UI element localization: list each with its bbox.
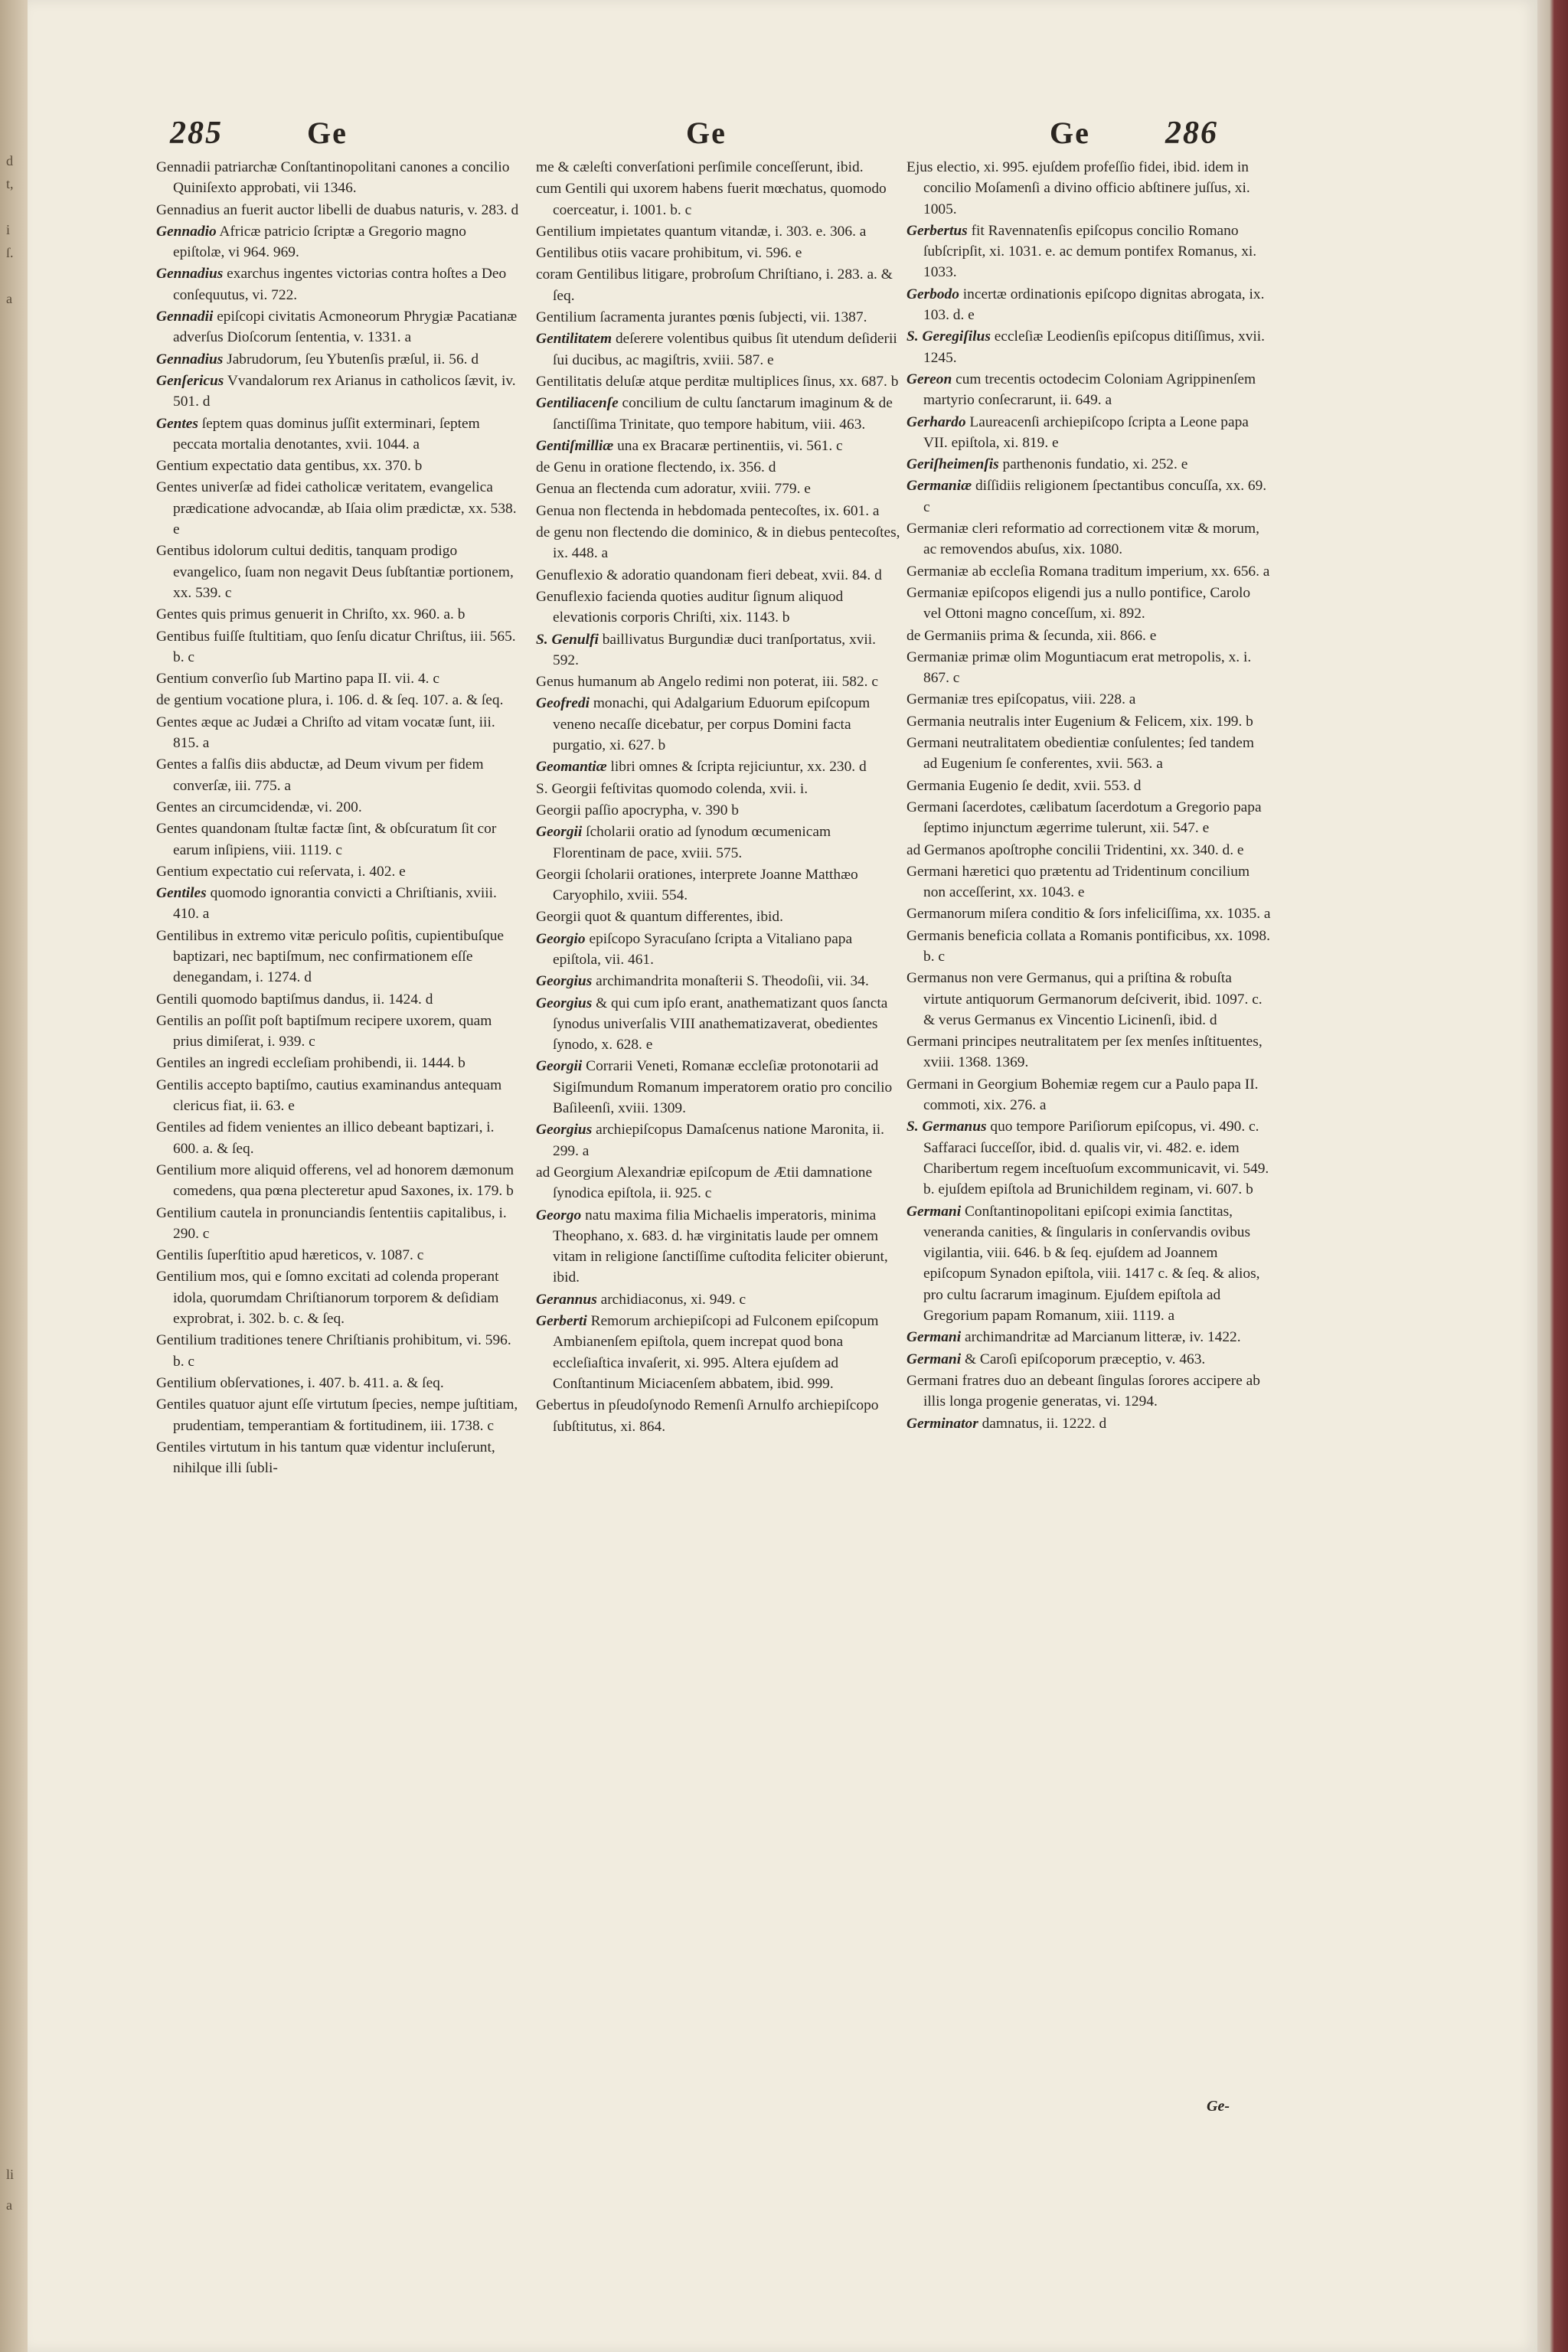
index-entry: [906, 626, 1271, 646]
entry-text: epiſcopo Syracuſano ſcripta a Vitaliano papa epiſtola, vii. 461.: [553, 930, 853, 968]
entry-text: Georgii quot & quantum differentes, ibid.: [536, 909, 783, 926]
entry-text: epiſcopi civitatis Acmoneorum Phrygiæ Pacatianæ adverſus Dioſcorum ſententia, v. 1331. a: [173, 309, 518, 346]
entry-headword: Genſericus: [156, 372, 224, 389]
index-entry: [536, 243, 900, 263]
entry-headword: Gennadio: [156, 223, 217, 240]
entry-headword: Georgii: [536, 1058, 583, 1075]
entry-text: Gennadii patriarchæ Conſtantinopolitani canones a concilio Quiniſexto approbati, vii 1346.: [156, 159, 510, 197]
entry-text: Gentiles quatuor ajunt eſſe virtutum ſpecies, nempe juſtitiam, prudentiam, temperantiam & fortitudinem, iii. 1738. c: [156, 1396, 518, 1434]
entry-headword: Georgo: [536, 1207, 582, 1223]
entry-text: Germani fratres duo an debeant ſingulas ſorores accipere ab illis longa progenie generatas, vi. 1294.: [906, 1372, 1260, 1410]
index-entry: [906, 1370, 1271, 1413]
entry-text: cum Gentili qui uxorem habens fuerit mœchatus, quomodo coerceatur, i. 1001. b. c: [536, 181, 887, 218]
entry-headword: Georgio: [536, 930, 586, 947]
running-head-right: Ge: [1050, 116, 1090, 150]
entry-text: Remorum archiepiſcopi ad Fulconem epiſcopum Ambianenſem epiſtola, quem increpat quod bona eccleſiaſtica invaſerit, xi. 995. Altera ejuſdem ad Conſtantinum Miciacenſem abbatem, ibid. 999.: [553, 1313, 879, 1392]
entry-headword: Gentiliacenſe: [536, 395, 619, 412]
entry-text: Gentilibus otiis vacare prohibitum, vi. 596. e: [536, 245, 802, 262]
edge-mark: a: [6, 291, 12, 306]
index-entry: [906, 711, 1271, 732]
entry-text: Germanorum miſera conditio & ſors infeliciſſima, xx. 1035. a: [906, 906, 1271, 923]
entry-text: Germani principes neutralitatem per ſex menſes inſtituentes, xviii. 1368. 1369.: [906, 1034, 1263, 1071]
index-column-middle: [536, 157, 900, 2094]
entry-text: Germaniæ tres epiſcopatus, viii. 228. a: [906, 691, 1136, 708]
index-column-left: [156, 157, 521, 2094]
index-entry: [156, 989, 521, 1010]
entry-text: exarchus ingentes victorias contra hoſtes a Deo conſequutus, vi. 722.: [173, 266, 507, 303]
entry-text: Germania Eugenio ſe dedit, xvii. 553. d: [906, 777, 1142, 794]
entry-text: Germaniæ ab eccleſia Romana traditum imperium, xx. 656. a: [906, 563, 1270, 580]
edge-mark: ſ.: [6, 245, 14, 260]
index-entry: [536, 629, 900, 671]
index-entry: [906, 797, 1271, 839]
index-entry: [906, 1413, 1271, 1434]
index-entry: [906, 1201, 1271, 1327]
entry-text: Germaniæ primæ olim Moguntiacum erat metropolis, x. i. 867. c: [906, 648, 1252, 687]
entry-text: Germaniæ cleri reformatio ad correctionem vitæ & morum, ac removendos abuſus, xix. 1080.: [906, 521, 1259, 558]
entry-headword: S. Germanus: [906, 1119, 987, 1135]
entry-text: Gentili quomodo baptiſmus dandus, ii. 1424. d: [156, 991, 433, 1008]
index-entry: [156, 1053, 521, 1073]
entry-text: & Caroſi epiſcoporum præceptio, v. 463.: [961, 1351, 1206, 1367]
index-entry: [156, 926, 521, 988]
entry-text: Germani hæretici quo prætentu ad Tridentinum concilium non acceſſerint, xx. 1043. e: [906, 863, 1250, 901]
index-column-right: [906, 157, 1271, 2094]
entry-text: Georgii paſſio apocrypha, v. 390 b: [536, 802, 739, 818]
index-entry: [156, 797, 521, 818]
index-entry: [906, 1031, 1271, 1073]
entry-text: archidiaconus, xi. 949. c: [596, 1291, 746, 1308]
entry-text: Corrarii Veneti, Romanæ eccleſiæ protonotarii ad Sigiſmundum Romanum imperatorem oratio pro concilio Baſileenſi, xviii. 1309.: [553, 1058, 893, 1117]
edge-mark: li: [6, 2167, 15, 2182]
index-entry: [536, 264, 900, 306]
entry-text: ad Georgium Alexandriæ epiſcopum de Ætii damnatione ſynodica epiſtola, ii. 925. c: [536, 1164, 873, 1202]
entry-headword: Geriſheimenſis: [906, 456, 999, 473]
index-entry: [536, 864, 900, 906]
entry-headword: Georgius: [536, 995, 593, 1011]
entry-text: Gentilium mos, qui e ſomno excitati ad colenda properant idola, quorumdam Chriſtianorum torporem & deſidiam exprobrat, i. 302. b. c. & ſeq.: [156, 1269, 499, 1328]
edge-mark: t,: [6, 176, 14, 191]
entry-text: diſſidiis religionem ſpectantibus concuſſa, xx. 69. c: [923, 478, 1267, 515]
entry-text: Vvandalorum rex Arianus in catholicos ſævit, iv. 501. d: [173, 372, 516, 410]
index-entry: [906, 733, 1271, 775]
index-entry: [536, 393, 900, 435]
index-entry: [536, 501, 900, 521]
entry-text: Gentilitatis deluſæ atque perditæ multiplices ſinus, xx. 687. b: [536, 373, 899, 390]
entry-text: Gentium expectatio cui reſervata, i. 402. e: [156, 863, 406, 880]
index-entry: [156, 1160, 521, 1202]
entry-headword: Gerhardo: [906, 413, 966, 430]
running-head-center: Ge: [686, 116, 727, 150]
index-entry: [536, 586, 900, 629]
index-entry: [906, 1116, 1271, 1200]
entry-headword: S. Genulfi: [536, 631, 599, 648]
index-entry: [906, 647, 1271, 689]
entry-text: Gentilis an poſſit poſt baptiſmum recipere uxorem, quam prius dimiſerat, i. 939. c: [156, 1012, 492, 1050]
entry-text: natu maxima filia Michaelis imperatoris, minima Theophano, x. 683. d. hæ virginitatis laude per omnem vitam in religione ſanctiſſime cuſtodita feliciter obierunt, ibid.: [553, 1207, 888, 1286]
entry-headword: Gereon: [906, 371, 952, 387]
entry-headword: Germani: [906, 1329, 962, 1346]
index-entry: [536, 157, 900, 178]
entry-text: Genua an flectenda cum adoratur, xviii. 779. e: [536, 481, 811, 498]
entry-headword: Georgii: [536, 824, 583, 841]
index-entry: [156, 712, 521, 754]
index-entry: [536, 565, 900, 586]
index-entry: [906, 284, 1271, 326]
index-entry: [536, 822, 900, 864]
index-entry: [536, 1395, 900, 1437]
entry-text: Gennadius an fuerit auctor libelli de duabus naturis, v. 283. d: [156, 201, 519, 218]
entry-text: cum trecentis octodecim Coloniam Agrippinenſem martyrio conſecrarunt, ii. 649. a: [923, 371, 1256, 409]
entry-text: Gentilium impietates quantum vitandæ, i. 303. e. 306. a: [536, 223, 867, 240]
entry-text: ad Germanos apoſtrophe concilii Tridentini, xx. 340. d. e: [906, 841, 1244, 858]
edge-mark: d: [6, 153, 13, 168]
entry-text: de genu non flectendo die dominico, & in diebus pentecoſtes, ix. 448. a: [536, 524, 900, 562]
index-entry: [536, 307, 900, 328]
index-entry: [156, 200, 521, 220]
entry-text: de Genu in oratione flectendo, ix. 356. d: [536, 459, 776, 476]
index-entry: [156, 1117, 521, 1159]
index-entry: [156, 477, 521, 540]
index-entry: [536, 1289, 900, 1310]
index-entry: [156, 883, 521, 925]
entry-text: Germanus non vere Germanus, qui a priſtina & robuſta virtute antiquorum Germanorum deſciverit, ibid. 1097. c. & verus Germanus ex Vincentio Licinenſi, ibid. d: [906, 970, 1263, 1028]
entry-text: Gebertus in pſeudoſynodo Remenſi Arnulfo archiepiſcopo ſubſtitutus, xi. 864.: [536, 1397, 879, 1435]
entry-text: Laureacenſi archiepiſcopo ſcripta a Leone papa VII. epiſtola, xi. 819. e: [923, 413, 1249, 451]
entry-text: Georgii ſcholarii orationes, interprete Joanne Matthæo Caryophilo, xviii. 554.: [536, 866, 858, 904]
entry-text: Gentiles ad fidem venientes an illico debeant baptizari, i. 600. a. & ſeq.: [156, 1119, 495, 1157]
entry-text: deſerere volentibus quibus ſit utendum deſiderii ſui ducibus, ac magiſtris, xviii. 587. e: [553, 331, 897, 368]
entry-text: Conſtantinopolitani epiſcopi eximia ſanctitas, veneranda canities, & ſingularis in conſervandis ovibus vigilantia, viii. 646. b & ſeq. ejuſdem ad Joannem epiſcopum Synadon epiſtola, viii. 1417 c. & ſeq. & alios, pro cultu ſacrarum imaginum. Ejuſdem epiſtola ad Gregorium papam Romanum, xiii. 1119. a: [923, 1203, 1260, 1325]
page-header: [28, 115, 1537, 161]
index-entry: [156, 306, 521, 348]
index-entry: [536, 906, 900, 927]
index-entry: [156, 690, 521, 710]
entry-headword: Gerannus: [536, 1291, 597, 1308]
index-entry: [536, 1056, 900, 1119]
entry-headword: Gentes: [156, 415, 198, 432]
entry-headword: Georgius: [536, 973, 593, 990]
index-entry: [906, 220, 1271, 283]
entry-text: eccleſiæ Leodienſis epiſcopus ditiſſimus, xvii. 1245.: [923, 328, 1266, 366]
index-entry: [536, 1119, 900, 1161]
index-entry: [156, 861, 521, 882]
entry-text: quo tempore Pariſiorum epiſcopus, vi. 490. c. Saffaraci ſucceſſor, ibid. d. qualis vir, vi. 482. e. idem Charibertum regem inceſtuoſum excommunicavit, vi. 549. b. ejuſdem epiſtola ad Brunichildem reginam, vi. 607. b: [923, 1119, 1269, 1198]
entry-text: Gentilis ſuperſtitio apud hæreticos, v. 1087. c: [156, 1247, 424, 1264]
index-entry: [156, 668, 521, 689]
entry-text: Africæ patricio ſcriptæ a Gregorio magno epiſtolæ, vi 964. 969.: [173, 223, 466, 261]
index-entry: [156, 1203, 521, 1245]
entry-text: Gentilibus in extremo vitæ periculo poſitis, cupientibuſque baptizari, nec baptiſmum, nec confirmationem eſſe denegandam, i. 1274. d: [156, 927, 504, 986]
index-entry: [536, 929, 900, 971]
entry-headword: Gerberti: [536, 1313, 587, 1330]
entry-headword: Gentiles: [156, 885, 207, 902]
entry-text: Gentes an circumcidendæ, vi. 200.: [156, 799, 362, 815]
entry-headword: Gennadius: [156, 351, 224, 368]
entry-text: Jabrudorum, ſeu Ybutenſis præſul, ii. 56. d: [223, 351, 479, 368]
index-entry: [906, 840, 1271, 861]
entry-text: libri omnes & ſcripta rejiciuntur, xx. 230. d: [606, 759, 867, 776]
index-entry: [156, 754, 521, 796]
index-entry: [536, 1311, 900, 1394]
entry-text: Germanis beneficia collata a Romanis pontificibus, xx. 1098. b. c: [906, 927, 1270, 965]
entry-text: Germania neutralis inter Eugenium & Felicem, xix. 199. b: [906, 713, 1253, 730]
entry-text: Gentium expectatio data gentibus, xx. 370. b: [156, 458, 423, 475]
index-entry: [156, 604, 521, 625]
entry-text: Gentes quandonam ſtultæ factæ ſint, & obſcuratum ſit cor earum inſipiens, viii. 1119. c: [156, 821, 497, 858]
entry-text: Gentilium ſacramenta jurantes pœnis ſubjecti, vii. 1387.: [536, 309, 867, 326]
index-entry: [536, 436, 900, 456]
index-entry: [536, 800, 900, 821]
index-entry: [536, 221, 900, 242]
entry-text: parthenonis fundatio, xi. 252. e: [998, 456, 1188, 473]
previous-page-edge: [0, 0, 28, 2352]
entry-text: Gentiles an ingredi eccleſiam prohibendi, ii. 1444. b: [156, 1055, 466, 1072]
entry-text: Genuflexio & adoratio quandonam fieri debeat, xvii. 84. d: [536, 567, 882, 583]
index-entry: [906, 518, 1271, 560]
index-entry: [156, 349, 521, 370]
edge-mark: i: [6, 222, 11, 237]
entry-text: S. Georgii feſtivitas quomodo colenda, xvii. i.: [536, 780, 808, 797]
entry-headword: Georgius: [536, 1122, 593, 1138]
entry-text: archiepiſcopus Damaſcenus natione Maronita, ii. 299. a: [553, 1122, 885, 1159]
index-entry: [536, 178, 900, 220]
index-entry: [906, 454, 1271, 475]
index-entry: [906, 1327, 1271, 1348]
index-entry: [906, 583, 1271, 625]
entry-text: Germaniæ epiſcopos eligendi jus a nullo pontifice, Carolo vel Ottoni magno conceſſum, xi. 892.: [906, 584, 1251, 622]
entry-text: Gentes a falſis diis abductæ, ad Deum vivum per fidem converſæ, iii. 775. a: [156, 756, 484, 794]
index-page: [28, 0, 1537, 2352]
index-entry: [906, 157, 1271, 220]
index-entry: [906, 412, 1271, 454]
index-entry: [906, 926, 1271, 968]
index-entry: [536, 971, 900, 991]
entry-text: Gentilium more aliquid offerens, vel ad honorem dæmonum comedens, qua pœna plecteretur apud Saxones, ix. 179. b: [156, 1161, 514, 1200]
page-number-left: 285: [170, 116, 223, 151]
index-entry: [156, 1266, 521, 1329]
index-entry: [906, 1074, 1271, 1116]
index-entry: [156, 456, 521, 476]
entry-text: Gentilis accepto baptiſmo, cautius examinandus antequam clericus fiat, ii. 63. e: [156, 1076, 502, 1115]
index-entry: [156, 371, 521, 413]
entry-text: Gentes univerſæ ad fidei catholicæ veritatem, evangelica prædicatione advocandæ, ab Iſaia olim prædictæ, xx. 538. e: [156, 479, 517, 538]
index-entry: [156, 221, 521, 263]
index-entry: [906, 968, 1271, 1031]
entry-text: Gentilium obſervationes, i. 407. b. 411. a. & ſeq.: [156, 1374, 444, 1391]
entry-text: damnatus, ii. 1222. d: [978, 1415, 1107, 1432]
entry-text: de Germaniis prima & ſecunda, xii. 866. e: [906, 627, 1157, 644]
entry-text: archimandrita monaſterii S. Theodoſii, vii. 34.: [592, 973, 869, 990]
catchword: Ge-: [1207, 2098, 1230, 2115]
index-entry: [536, 457, 900, 478]
entry-text: Gentibus fuiſſe ſtultitiam, quo ſenſu dicatur Chriſtus, iii. 565. b. c: [156, 628, 516, 665]
entry-text: Gentes æque ac Judæi a Chriſto ad vitam vocatæ ſunt, iii. 815. a: [156, 714, 495, 752]
entry-text: archimandritæ ad Marcianum litteræ, iv. 1422.: [961, 1329, 1241, 1346]
index-entry: [906, 1349, 1271, 1370]
entry-headword: S. Geregiſilus: [906, 328, 991, 345]
index-entry: [536, 328, 900, 371]
index-entry: [536, 756, 900, 777]
entry-headword: Germani: [906, 1351, 962, 1367]
entry-text: Gentibus idolorum cultui deditis, tanquam prodigo evangelico, ſuam non negavit Deus ſubſtantiæ portionem, xx. 539. c: [156, 543, 514, 601]
entry-text: Genus humanum ab Angelo redimi non poterat, iii. 582. c: [536, 674, 878, 691]
entry-text: & qui cum ipſo erant, anathematizant quos ſancta ſynodus univerſalis VIII anathematizaverat, obedientes ſynodo, x. 628. e: [553, 995, 888, 1054]
entry-text: ſeptem quas dominus juſſit exterminari, ſeptem peccata mortalia denotantes, xvii. 1044. a: [173, 415, 480, 452]
entry-headword: Geofredi: [536, 695, 590, 712]
index-entry: [156, 1373, 521, 1393]
entry-headword: Gentiſmilliæ: [536, 437, 614, 454]
entry-text: Germani ſacerdotes, cælibatum ſacerdotum a Gregorio papa ſeptimo injunctum ægerrime tulerunt, xii. 547. e: [906, 799, 1262, 837]
edge-mark: a: [6, 2197, 12, 2213]
entry-text: Germani neutralitatem obedientiæ conſulentes; ſed tandem ad Eugenium ſe conferentes, xvii. 563. a: [906, 735, 1254, 773]
entry-text: una ex Bracaræ pertinentiis, vi. 561. c: [613, 437, 843, 454]
entry-headword: Gerbertus: [906, 222, 968, 239]
running-head-left: Ge: [307, 116, 348, 150]
book-binding-edge: [1537, 0, 1568, 2352]
entry-text: coram Gentilibus litigare, probroſum Chriſtiano, i. 283. a. & ſeq.: [536, 266, 893, 304]
index-entry: [536, 1205, 900, 1289]
index-entry: [536, 479, 900, 499]
index-entry: [906, 475, 1271, 518]
index-entry: [156, 1075, 521, 1117]
entry-text: Gentium converſio ſub Martino papa II. vii. 4. c: [156, 671, 439, 688]
index-entry: [156, 263, 521, 305]
entry-text: baillivatus Burgundiæ duci tranſportatus, xvii. 592.: [553, 631, 876, 668]
entry-text: Gentes quis primus genuerit in Chriſto, xx. 960. a. b: [156, 606, 466, 623]
entry-text: monachi, qui Adalgarium Eduorum epiſcopum veneno necaſſe dicebatur, per corpus Domini facta purgatio, xi. 627. b: [553, 695, 871, 754]
index-entry: [536, 671, 900, 692]
index-entry: [156, 413, 521, 456]
index-entry: [536, 779, 900, 799]
entry-text: concilium de cultu ſanctarum imaginum & de ſanctiſſima Trinitate, quo tempore habitum, viii. 463.: [553, 395, 893, 433]
index-entry: [906, 903, 1271, 924]
entry-text: me & cæleſti converſationi perſimile conceſſerunt, ibid.: [536, 159, 864, 175]
index-entry: [906, 861, 1271, 903]
index-entry: [156, 1330, 521, 1372]
index-entry: [156, 541, 521, 603]
index-entry: [906, 561, 1271, 582]
index-entry: [536, 1162, 900, 1204]
entry-headword: Geomantiæ: [536, 759, 607, 776]
entry-text: Genua non flectenda in hebdomada pentecoſtes, ix. 601. a: [536, 502, 880, 519]
entry-headword: Gennadii: [156, 309, 214, 325]
entry-headword: Gentilitatem: [536, 331, 612, 348]
index-entry: [156, 1011, 521, 1053]
index-entry: [156, 818, 521, 861]
entry-text: de gentium vocatione plura, i. 106. d. & ſeq. 107. a. & ſeq.: [156, 692, 504, 709]
entry-text: Gentilium cautela in pronunciandis ſententiis capitalibus, i. 290. c: [156, 1204, 507, 1242]
page-number-right: 286: [1165, 116, 1218, 151]
index-entry: [906, 689, 1271, 710]
index-entry: [156, 157, 521, 199]
entry-headword: Germani: [906, 1203, 962, 1220]
index-entry: [156, 1245, 521, 1266]
index-entry: [536, 371, 900, 392]
entry-headword: Germaniæ: [906, 478, 972, 495]
entry-text: Genuflexio facienda quoties auditur ſignum aliquod elevationis corporis Chriſti, xix. 1143. b: [536, 588, 844, 626]
entry-text: Germani in Georgium Bohemiæ regem cur a Paulo papa II. commoti, xix. 276. a: [906, 1076, 1259, 1114]
entry-text: quomodo ignorantia convicti a Chriſtianis, xviii. 410. a: [173, 885, 497, 923]
entry-text: fit Ravennatenſis epiſcopus concilio Romano ſubſcripſit, xi. 1031. e. ac demum pontifex Romanus, xi. 1033.: [923, 222, 1257, 281]
entry-text: Gentilium traditiones tenere Chriſtianis prohibitum, vi. 596. b. c: [156, 1332, 511, 1370]
index-entry: [156, 1437, 521, 1479]
entry-headword: Germinator: [906, 1415, 978, 1432]
index-entry: [156, 626, 521, 668]
entry-headword: Gerbodo: [906, 286, 959, 302]
index-entry: [906, 326, 1271, 368]
entry-text: ſcholarii oratio ad ſynodum œcumenicam Florentinam de pace, xviii. 575.: [553, 824, 831, 861]
index-entry: [536, 522, 900, 564]
entry-text: Gentiles virtutum in his tantum quæ videntur incluſerunt, nihilque illi ſubli-: [156, 1439, 495, 1477]
index-entry: [156, 1394, 521, 1436]
entry-text: incertæ ordinationis epiſcopo dignitas abrogata, ix. 103. d. e: [923, 286, 1265, 324]
index-entry: [536, 693, 900, 756]
entry-headword: Gennadius: [156, 266, 224, 283]
index-entry: [906, 776, 1271, 796]
index-entry: [906, 369, 1271, 411]
index-entry: [536, 993, 900, 1056]
entry-text: Ejus electio, xi. 995. ejuſdem profeſſio fidei, ibid. idem in concilio Moſamenſi a divino officio abſtinere juſſus, xi. 1005.: [906, 159, 1250, 217]
